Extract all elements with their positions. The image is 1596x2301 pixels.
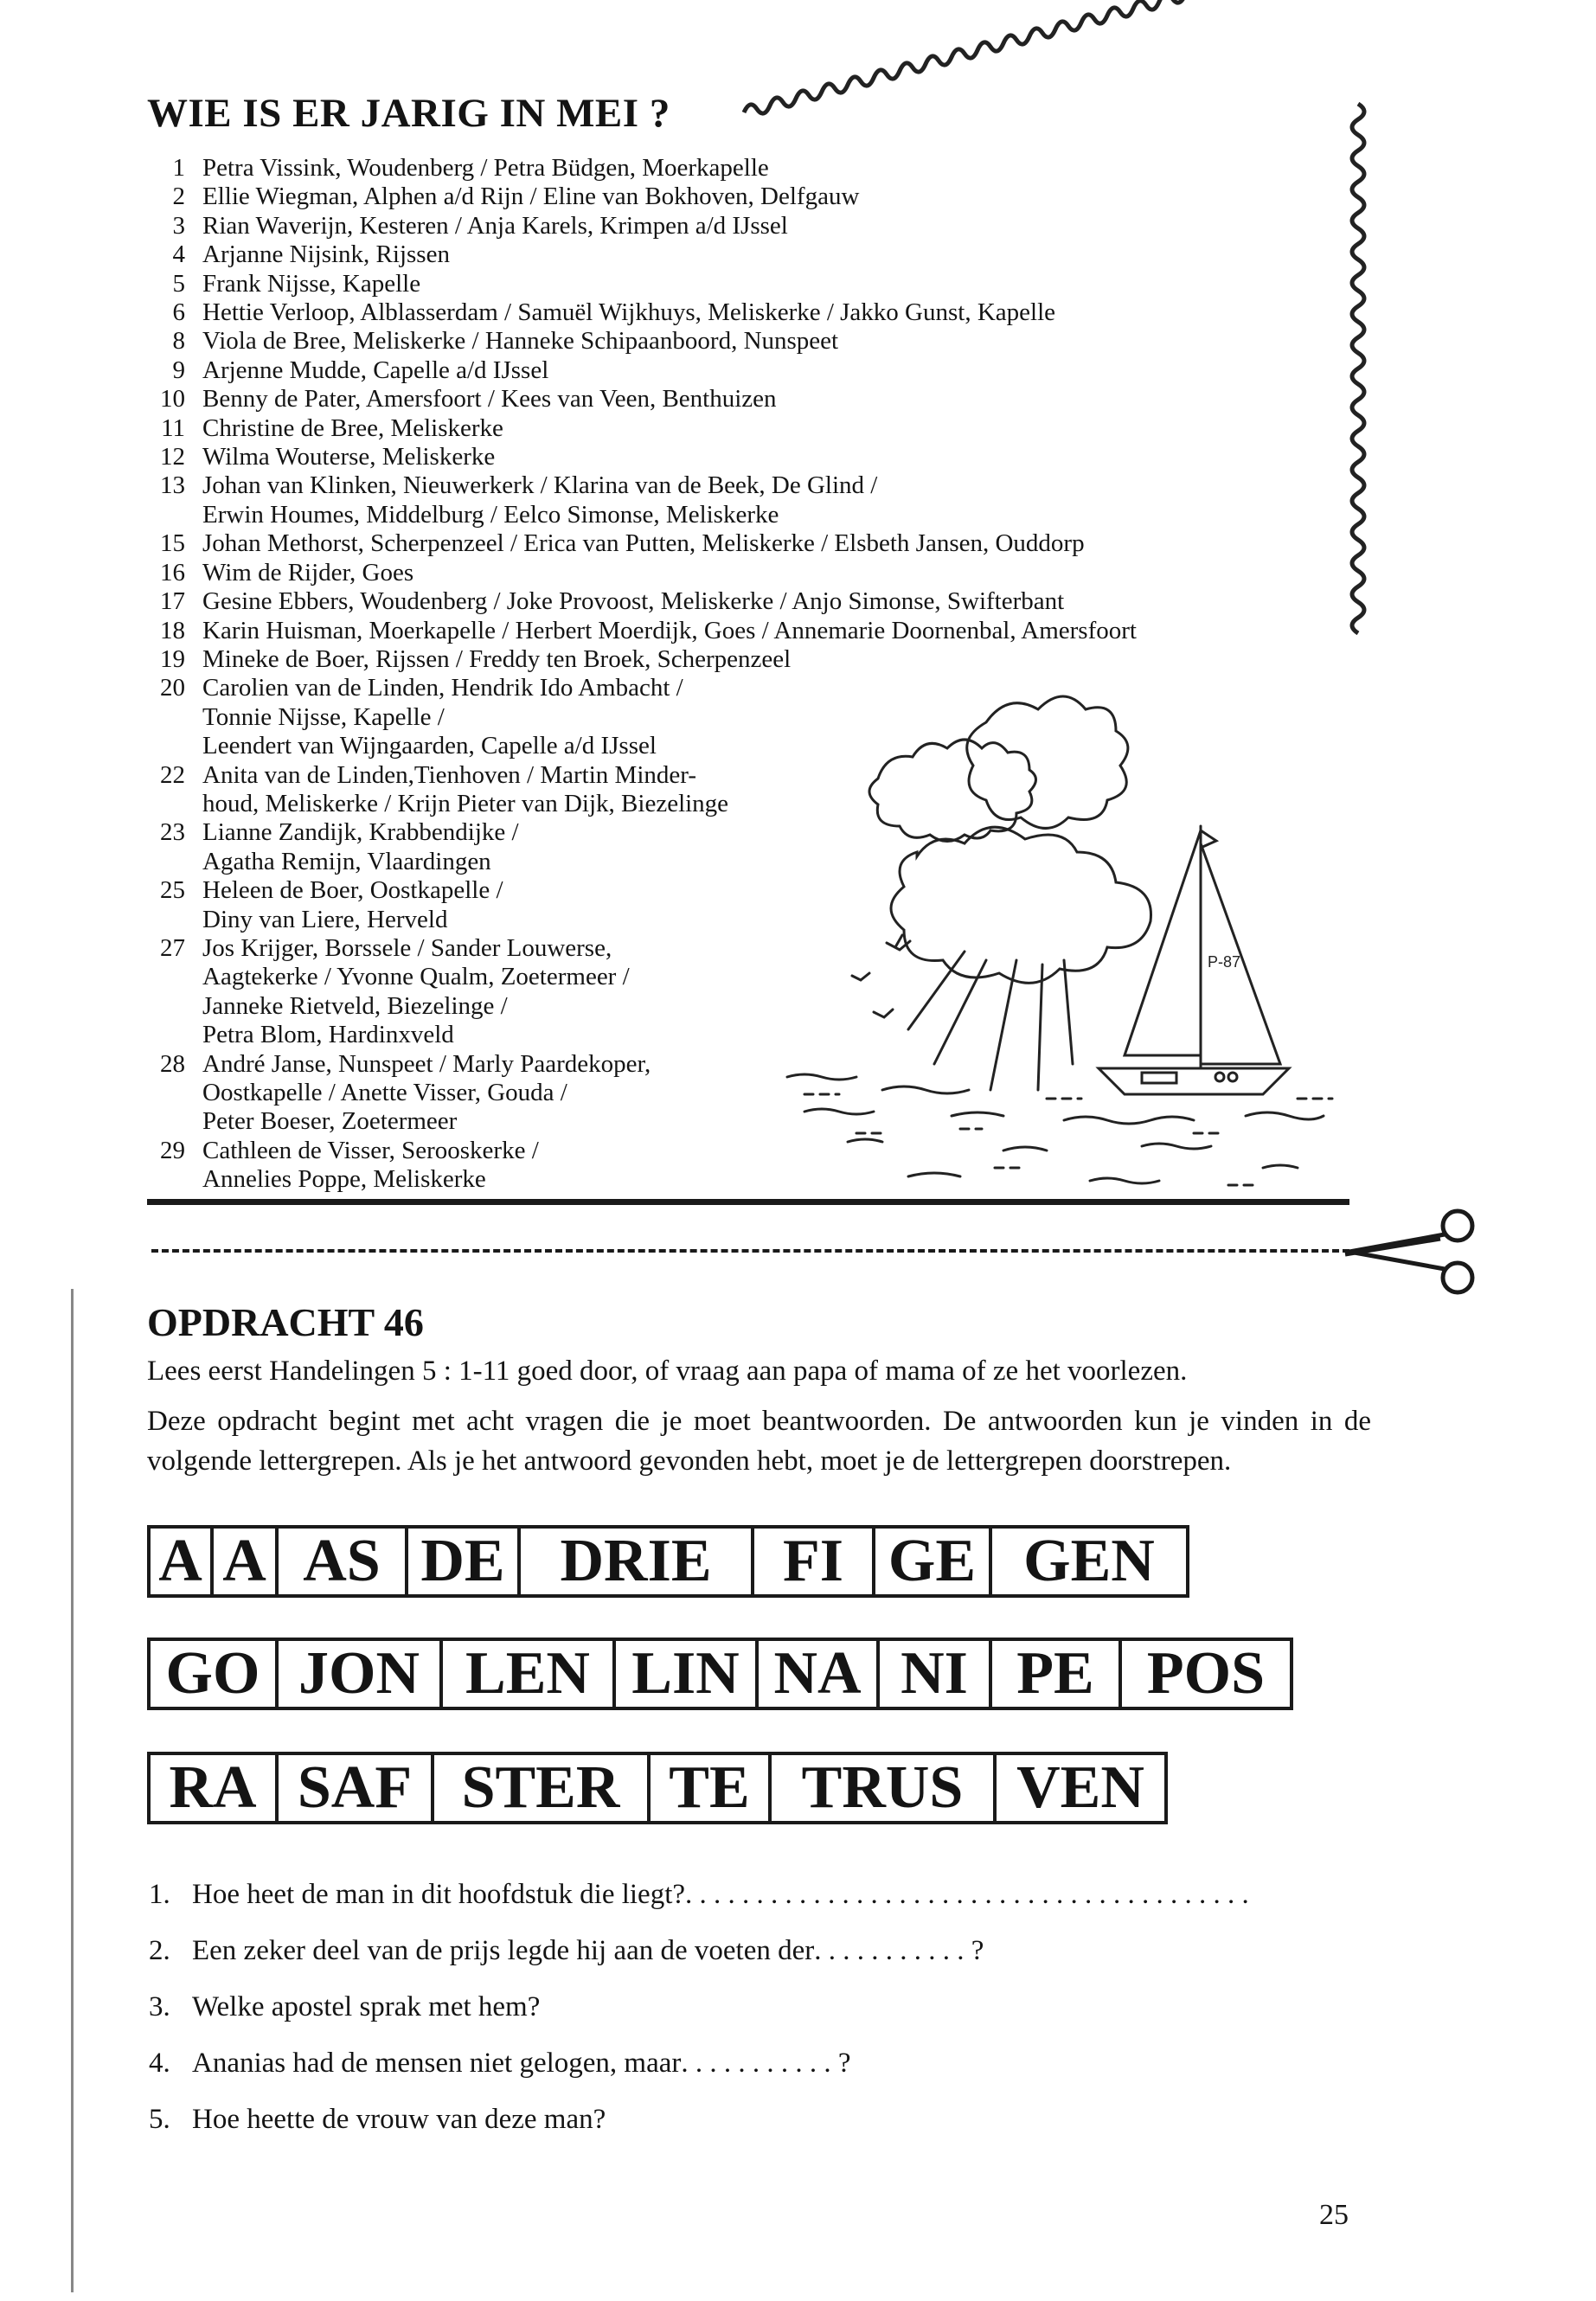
birthday-names: Agatha Remijn, Vlaardingen	[202, 847, 491, 875]
birthday-day: 25	[160, 876, 185, 905]
question-item	[149, 1935, 1377, 1991]
birthday-day: 12	[160, 443, 185, 471]
syllable-cell[interactable]: FI	[753, 1525, 874, 1598]
birthday-entry	[138, 385, 1367, 413]
birthday-day	[138, 790, 202, 818]
syllable-cell[interactable]: GO	[147, 1638, 277, 1710]
question-list	[149, 1879, 1377, 2160]
birthday-day: 11	[161, 413, 185, 442]
birthday-names: Wilma Wouterse, Meliskerke	[202, 443, 496, 471]
birthday-names: Jos Krijger, Borssele / Sander Louwerse,	[202, 933, 612, 962]
syllable-cell[interactable]: PE	[990, 1638, 1120, 1710]
syllable-row	[147, 1525, 1189, 1598]
birthday-entry	[138, 617, 1367, 645]
birthday-day	[138, 703, 202, 732]
syllable-cell[interactable]: SAF	[277, 1752, 433, 1824]
birthday-names: Oostkapelle / Anette Visser, Gouda /	[202, 1079, 567, 1106]
question-item	[149, 1879, 1377, 1935]
birthday-names: Christine de Bree, Meliskerke	[202, 413, 503, 442]
birthday-entry	[138, 501, 1367, 529]
birthday-names: Karin Huisman, Moerkapelle / Herbert Moerdijk, Goes / Annemarie Doornenbal, Amersfoort	[202, 616, 1137, 644]
birthday-day: 28	[160, 1049, 185, 1078]
birthday-names: Peter Boeser, Zoetermeer	[202, 1107, 458, 1136]
scissors-icon	[1336, 1204, 1484, 1299]
question-text: Een zeker deel van de prijs legde hij aan de voeten der	[192, 1935, 815, 1966]
birthday-names: Gesine Ebbers, Woudenberg / Joke Provoost, Meliskerke / Anjo Simonse, Swifterbant	[202, 587, 1065, 616]
syllable-cell[interactable]: VEN	[995, 1752, 1168, 1824]
syllable-cell[interactable]: DRIE	[519, 1525, 753, 1598]
birthday-entry	[138, 471, 1367, 500]
question-text: Hoe heette de vrouw van deze man?	[192, 2104, 606, 2135]
intro-line-1: Lees eerst Handelingen 5 : 1-11 goed door, of vraag aan papa of mama of ze het voorlezen.	[147, 1356, 1188, 1387]
birthday-day: 8	[172, 327, 185, 356]
question-number: 2.	[149, 1935, 170, 1966]
question-text: Welke apostel sprak met hem?	[192, 1991, 541, 2022]
birthday-names: Janneke Rietveld, Biezelinge /	[202, 991, 508, 1020]
answer-blank[interactable]: . . . . . . . . . . . ?	[681, 2048, 851, 2079]
birthday-entry	[138, 240, 1367, 269]
birthday-entry	[138, 154, 1367, 183]
birthday-names: Johan van Klinken, Nieuwerkerk / Klarina van de Beek, De Glind /	[202, 471, 878, 500]
birthday-names: Lianne Zandijk, Krabbendijke /	[202, 818, 519, 847]
birthday-names: Heleen de Boer, Oostkapelle /	[202, 876, 503, 905]
birthday-day: 27	[160, 933, 185, 962]
birthday-names: Frank Nijsse, Kapelle	[202, 269, 421, 298]
birthday-names: Rian Waverijn, Kesteren / Anja Karels, Krimpen a/d IJssel	[202, 211, 788, 240]
answer-blank[interactable]: . . . . . . . . . . . ?	[814, 1935, 984, 1966]
birthday-day: 29	[160, 1136, 185, 1164]
syllable-row	[147, 1638, 1293, 1710]
cut-dashed-line	[151, 1249, 1349, 1253]
syllable-cell[interactable]: LIN	[614, 1638, 757, 1710]
section-divider	[147, 1199, 1349, 1205]
birthday-day	[138, 848, 202, 876]
birthday-names: Carolien van de Linden, Hendrik Ido Ambacht /	[202, 674, 683, 702]
birthday-day: 16	[160, 558, 185, 586]
birthday-day	[138, 906, 202, 934]
birthday-entry	[138, 270, 1367, 298]
birthday-entry	[138, 298, 1367, 327]
syllable-cell[interactable]: A	[147, 1525, 212, 1598]
birthday-entry	[138, 559, 1367, 587]
birthday-day	[138, 732, 202, 760]
birthday-names: Aagtekerke / Yvonne Qualm, Zoetermeer /	[202, 963, 630, 991]
birthday-names: Mineke de Boer, Rijssen / Freddy ten Broek, Scherpenzeel	[202, 644, 792, 673]
syllable-cell[interactable]: GEN	[990, 1525, 1189, 1598]
birthday-names: Hettie Verloop, Alblasserdam / Samuël Wijkhuys, Meliskerke / Jakko Gunst, Kapelle	[202, 298, 1056, 327]
question-item	[149, 1991, 1377, 2048]
birthday-entry	[138, 645, 1367, 674]
birthday-day: 9	[172, 356, 185, 384]
birthday-names: Cathleen de Visser, Serooskerke /	[202, 1136, 539, 1164]
birthday-names: Annelies Poppe, Meliskerke	[202, 1165, 486, 1194]
birthday-names: Johan Methorst, Scherpenzeel / Erica van Putten, Meliskerke / Elsbeth Jansen, Ouddorp	[202, 529, 1085, 558]
birthday-entry	[138, 356, 1367, 385]
syllable-cell[interactable]: RA	[147, 1752, 277, 1824]
page-number: 25	[1319, 2199, 1349, 2231]
birthday-day: 6	[172, 298, 185, 327]
birthday-names: Arjenne Mudde, Capelle a/d IJssel	[202, 356, 549, 384]
birthday-day: 18	[160, 616, 185, 644]
syllable-cell[interactable]: NI	[878, 1638, 990, 1710]
assignment-intro	[147, 1351, 1371, 1481]
answer-blank[interactable]: . . . . . . . . . . . . . . . . . . . . . . . . . . . . . . . . . . . . . . . .	[685, 1879, 1249, 1910]
birthday-names: Wim de Rijder, Goes	[202, 558, 414, 586]
syllable-cell[interactable]: TRUS	[770, 1752, 995, 1824]
syllable-cell[interactable]: POS	[1120, 1638, 1293, 1710]
question-text: Hoe heet de man in dit hoofdstuk die liegt?	[192, 1879, 686, 1910]
birthday-names: Arjanne Nijsink, Rijssen	[202, 240, 450, 269]
birthday-day	[138, 992, 202, 1021]
sailboat-illustration	[779, 683, 1384, 1202]
birthday-day: 22	[160, 760, 185, 789]
birthday-entry	[138, 587, 1367, 616]
birthday-day: 23	[160, 818, 185, 847]
syllable-cell[interactable]: AS	[277, 1525, 407, 1598]
birthday-day: 10	[160, 385, 185, 413]
birthday-names: Diny van Liere, Herveld	[202, 905, 448, 933]
birthday-day: 4	[172, 240, 185, 269]
syllable-cell[interactable]: NA	[757, 1638, 878, 1710]
birthday-entry	[138, 529, 1367, 558]
question-text: Ananias had de mensen niet gelogen, maar	[192, 2048, 682, 2079]
birthday-entry	[138, 183, 1367, 211]
birthday-day: 3	[172, 211, 185, 240]
birthday-entry	[138, 443, 1367, 471]
syllable-cell[interactable]: TE	[649, 1752, 770, 1824]
syllable-cell[interactable]: LEN	[441, 1638, 614, 1710]
birthday-day: 20	[160, 674, 185, 702]
birthday-day	[138, 963, 202, 991]
intro-line-2: Deze opdracht begint met acht vragen die je moet beantwoorden. De antwoorden kun je vinden in de volgende lettergrepen. Als je het antwoord gevonden hebt, moet je de lettergrepen doorstrepen.	[147, 1406, 1371, 1477]
birthday-day: 15	[160, 529, 185, 558]
birthday-names: Petra Blom, Hardinxveld	[202, 1021, 454, 1049]
birthday-names: André Janse, Nunspeet / Marly Paardekoper,	[202, 1049, 651, 1078]
birthday-entry	[138, 414, 1367, 443]
syllable-cell[interactable]: A	[212, 1525, 277, 1598]
birthday-day: 13	[160, 471, 185, 500]
syllable-cell[interactable]: GE	[874, 1525, 990, 1598]
syllable-cell[interactable]: STER	[433, 1752, 649, 1824]
question-number: 5.	[149, 2104, 170, 2135]
syllable-cell[interactable]: JON	[277, 1638, 441, 1710]
syllable-row	[147, 1752, 1168, 1824]
birthday-day: 19	[160, 644, 185, 673]
birthday-names: Petra Vissink, Woudenberg / Petra Büdgen, Moerkapelle	[202, 154, 769, 182]
question-number: 4.	[149, 2048, 170, 2079]
margin-line	[71, 1289, 74, 2292]
birthday-day: 2	[172, 183, 185, 211]
birthday-day	[138, 1107, 202, 1136]
birthday-entry	[138, 212, 1367, 240]
birthday-day	[138, 1079, 202, 1107]
birthday-day: 5	[172, 269, 185, 298]
birthday-entry	[138, 327, 1367, 356]
birthday-names: Erwin Houmes, Middelburg / Eelco Simonse, Meliskerke	[202, 500, 779, 529]
question-number: 3.	[149, 1991, 170, 2022]
question-number: 1.	[149, 1879, 170, 1910]
birthday-names: Anita van de Linden,Tienhoven / Martin Minder-	[202, 760, 696, 789]
birthday-names: Benny de Pater, Amersfoort / Kees van Veen, Benthuizen	[202, 385, 777, 413]
question-item	[149, 2104, 1377, 2160]
birthday-heading: WIE IS ER JARIG IN MEI ?	[147, 91, 670, 136]
birthday-day	[138, 1165, 202, 1194]
question-item	[149, 2048, 1377, 2104]
syllable-cell[interactable]: DE	[407, 1525, 519, 1598]
birthday-names: houd, Meliskerke / Krijn Pieter van Dijk, Biezelinge	[202, 789, 729, 817]
birthday-day	[138, 501, 202, 529]
birthday-names: Ellie Wiegman, Alphen a/d Rijn / Eline van Bokhoven, Delfgauw	[202, 183, 860, 211]
birthday-names: Viola de Bree, Meliskerke / Hanneke Schipaanboord, Nunspeet	[202, 327, 839, 356]
birthday-names: Leendert van Wijngaarden, Capelle a/d IJssel	[202, 732, 657, 760]
assignment-heading: OPDRACHT 46	[147, 1300, 424, 1344]
birthday-day	[138, 1021, 202, 1049]
birthday-day: 1	[172, 154, 185, 182]
birthday-names: Tonnie Nijsse, Kapelle /	[202, 702, 445, 731]
birthday-day: 17	[160, 587, 185, 616]
sail-number: P-87	[1208, 953, 1241, 971]
